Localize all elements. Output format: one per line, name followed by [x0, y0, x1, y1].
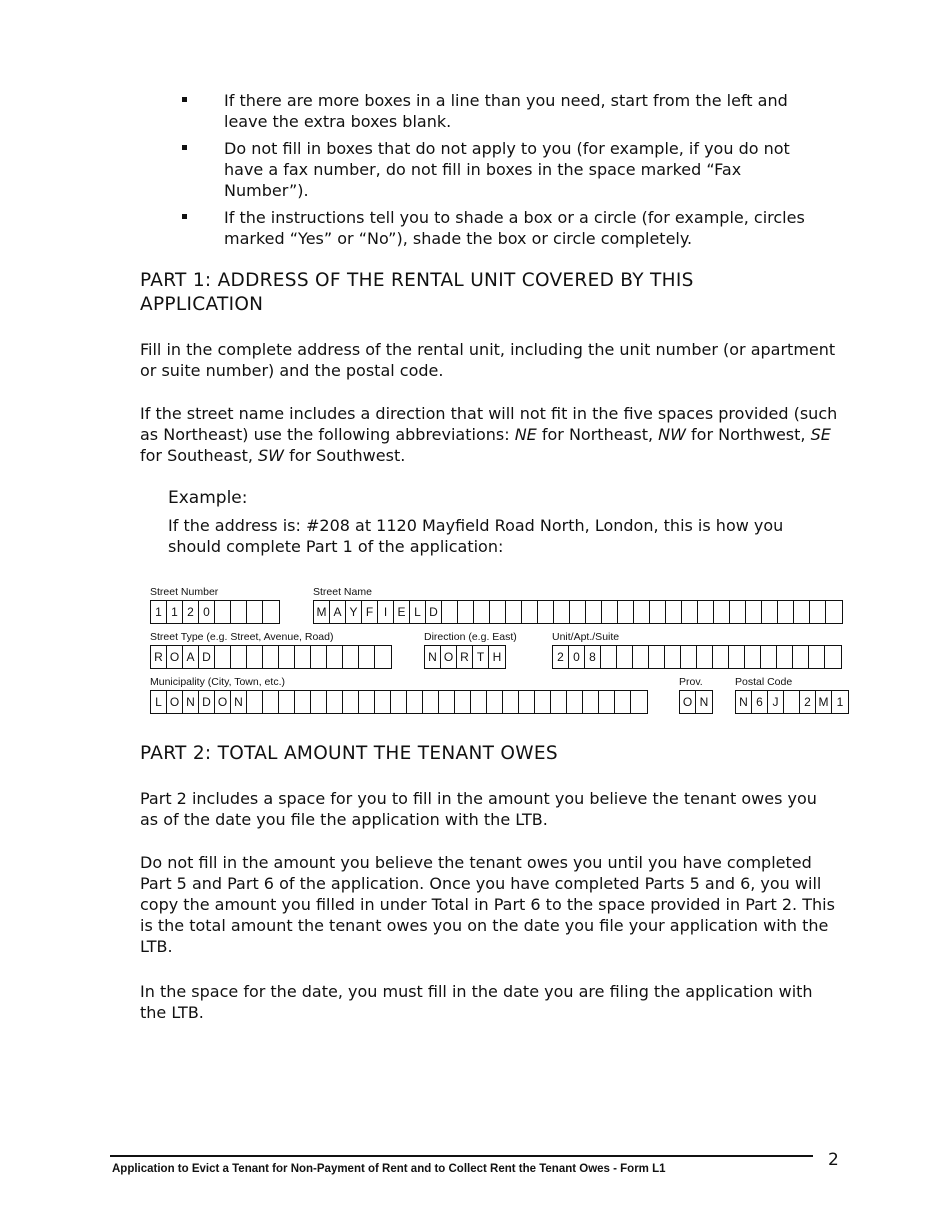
- part2-paragraph-1: Part 2 includes a space for you to fill in the amount you believe the tenant owes you as of the date you file the application with the LTB.: [140, 789, 817, 829]
- form-box: [231, 601, 247, 623]
- form-box: [375, 691, 391, 713]
- form-box: N: [699, 695, 709, 709]
- form-box: [649, 646, 665, 668]
- form-box: [554, 601, 570, 623]
- unit-boxes: [552, 645, 842, 669]
- part1-abbreviation-paragraph: If the street name includes a direction that will not fit in the five spaces provided (such as Northeast) use the following abbreviations: NE for Northeast, NW for Northwest, SE for Southeast, SW for Southwest.: [140, 404, 838, 465]
- form-box: [602, 601, 618, 623]
- direction-boxes: [424, 645, 506, 669]
- form-box: [442, 601, 458, 623]
- footer-title: Application to Evict a Tenant for Non-Payment of Rent and to Collect Rent the Tenant Owes - Form L1: [112, 1163, 666, 1175]
- street-name-boxes: [313, 600, 843, 624]
- label-prov: Prov.: [679, 676, 703, 688]
- form-box: [455, 691, 471, 713]
- form-box: [538, 601, 554, 623]
- form-box: [506, 601, 522, 623]
- form-box: [359, 691, 375, 713]
- form-box: [682, 601, 698, 623]
- form-box: N: [183, 691, 199, 713]
- form-box: [535, 691, 551, 713]
- form-box: 0: [199, 601, 215, 623]
- form-box: E: [394, 601, 410, 623]
- form-box: [601, 646, 617, 668]
- form-box: [551, 691, 567, 713]
- form-box: [263, 691, 279, 713]
- part1-heading: PART 1: ADDRESS OF THE RENTAL UNIT COVERED BY THIS APPLICATION: [140, 270, 694, 315]
- form-box: [826, 601, 842, 623]
- form-box: T: [473, 646, 489, 668]
- form-box: [375, 646, 391, 668]
- form-box: [343, 691, 359, 713]
- form-box: D: [199, 691, 215, 713]
- form-box: I: [378, 601, 394, 623]
- form-box: [263, 646, 279, 668]
- form-box: A: [183, 646, 199, 668]
- form-box: [295, 646, 311, 668]
- part2-paragraph-2: Do not fill in the amount you believe the tenant owes you until you have completed Part 5 and Part 6 of the application. Once you have completed Parts 5 and 6, you will copy the amount you filled in under Total in Part 6 to the space provided in Part 2. This is the total amount the tenant owes you on the date you file your application with the LTB.: [140, 853, 835, 956]
- form-box: J: [768, 691, 784, 713]
- form-box: 2: [183, 601, 199, 623]
- form-box: [681, 646, 697, 668]
- form-box: [697, 646, 713, 668]
- street-type-boxes: [150, 645, 392, 669]
- form-box: [522, 601, 538, 623]
- part2-paragraph-3: In the space for the date, you must fill in the date you are filing the application with the LTB.: [140, 982, 813, 1022]
- form-box: L: [151, 691, 167, 713]
- label-postal-code: Postal Code: [735, 676, 793, 688]
- form-box: H: [492, 650, 502, 664]
- form-box: O: [167, 646, 183, 668]
- form-box: [215, 646, 231, 668]
- form-box: [295, 691, 311, 713]
- form-box: [391, 691, 407, 713]
- bullet-item: If there are more boxes in a line than you need, start from the left and leave the extra boxes blank.: [224, 91, 788, 131]
- form-box: [730, 601, 746, 623]
- label-direction: Direction (e.g. East): [424, 631, 517, 643]
- form-box: [407, 691, 423, 713]
- form-box: [503, 691, 519, 713]
- form-box: N: [425, 646, 441, 668]
- form-box: [247, 691, 263, 713]
- form-box: O: [167, 691, 183, 713]
- form-box: [666, 601, 682, 623]
- form-box: M: [314, 601, 330, 623]
- part1-paragraph: Fill in the complete address of the rental unit, including the unit number (or apartment or suite number) and the postal code.: [140, 340, 836, 380]
- form-box: 1: [167, 601, 183, 623]
- example-title: Example:: [168, 488, 248, 508]
- prov-boxes: [679, 690, 713, 714]
- form-box: [762, 601, 778, 623]
- form-box: [583, 691, 599, 713]
- form-box: 0: [569, 646, 585, 668]
- form-box: N: [231, 691, 247, 713]
- postal-code-boxes: [735, 690, 849, 714]
- part2-heading: PART 2: TOTAL AMOUNT THE TENANT OWES: [140, 743, 558, 764]
- form-box: [618, 601, 634, 623]
- label-unit: Unit/Apt./Suite: [552, 631, 620, 643]
- municipality-boxes: [150, 690, 648, 714]
- form-box: [474, 601, 490, 623]
- form-box: 6: [752, 691, 768, 713]
- bullet-marker: [182, 97, 187, 102]
- form-box: D: [426, 601, 442, 623]
- form-box: Y: [346, 601, 362, 623]
- form-box: [279, 646, 295, 668]
- form-box: [745, 646, 761, 668]
- form-box: [809, 646, 825, 668]
- form-box: O: [441, 646, 457, 668]
- form-box: [570, 601, 586, 623]
- form-box: [263, 601, 279, 623]
- form-box: 2: [553, 646, 569, 668]
- form-box: [617, 646, 633, 668]
- form-box: O: [215, 691, 231, 713]
- form-box: [777, 646, 793, 668]
- form-box: [567, 691, 583, 713]
- form-box: [215, 601, 231, 623]
- form-box: N: [736, 691, 752, 713]
- form-box: [359, 646, 375, 668]
- form-box: [519, 691, 535, 713]
- bullet-item: Do not fill in boxes that do not apply to you (for example, if you do not have a fax number, do not fill in boxes in the space marked “Fax Number”).: [224, 139, 790, 200]
- label-street-number: Street Number: [150, 586, 219, 598]
- form-box: [793, 646, 809, 668]
- form-box: 1: [836, 695, 844, 709]
- form-box: [825, 646, 841, 668]
- form-box: L: [410, 601, 426, 623]
- form-box: M: [816, 691, 832, 713]
- form-box: [794, 601, 810, 623]
- form-box: [471, 691, 487, 713]
- form-box: 8: [585, 646, 601, 668]
- form-box: 2: [800, 691, 816, 713]
- form-box: [761, 646, 777, 668]
- form-box: [311, 691, 327, 713]
- form-box: R: [151, 646, 167, 668]
- form-box: [778, 601, 794, 623]
- form-box: [631, 691, 647, 713]
- label-street-type: Street Type (e.g. Street, Avenue, Road): [150, 631, 334, 643]
- form-box: [810, 601, 826, 623]
- form-box: [586, 601, 602, 623]
- form-box: R: [457, 646, 473, 668]
- form-box: [279, 691, 295, 713]
- form-box: F: [362, 601, 378, 623]
- form-box: [343, 646, 359, 668]
- form-box: [439, 691, 455, 713]
- form-box: [633, 646, 649, 668]
- label-street-name: Street Name: [313, 586, 372, 598]
- form-box: O: [680, 691, 696, 713]
- form-box: 1: [151, 601, 167, 623]
- form-box: [490, 601, 506, 623]
- form-box: [423, 691, 439, 713]
- form-box: [650, 601, 666, 623]
- bullet-marker: [182, 145, 187, 150]
- form-box: [247, 646, 263, 668]
- form-box: [311, 646, 327, 668]
- bullet-item: If the instructions tell you to shade a box or a circle (for example, circles marked “Yes” or “No”), shade the box or circle completely.: [224, 208, 805, 248]
- form-box: [784, 691, 800, 713]
- label-municipality: Municipality (City, Town, etc.): [150, 676, 285, 688]
- example-text: If the address is: #208 at 1120 Mayfield Road North, London, this is how you should complete Part 1 of the application:: [168, 516, 784, 556]
- form-box: [615, 691, 631, 713]
- form-box: [327, 691, 343, 713]
- footer-rule: [110, 1155, 813, 1157]
- form-box: [746, 601, 762, 623]
- form-box: [327, 646, 343, 668]
- form-box: [713, 646, 729, 668]
- form-box: [698, 601, 714, 623]
- form-box: [458, 601, 474, 623]
- form-box: [231, 646, 247, 668]
- form-box: [665, 646, 681, 668]
- bullet-marker: [182, 214, 187, 219]
- form-box: [634, 601, 650, 623]
- form-box: [599, 691, 615, 713]
- form-box: [487, 691, 503, 713]
- form-box: [729, 646, 745, 668]
- form-box: [247, 601, 263, 623]
- page-number: 2: [828, 1150, 839, 1170]
- form-box: D: [199, 646, 215, 668]
- form-box: [714, 601, 730, 623]
- street-number-boxes: [150, 600, 280, 624]
- form-box: A: [330, 601, 346, 623]
